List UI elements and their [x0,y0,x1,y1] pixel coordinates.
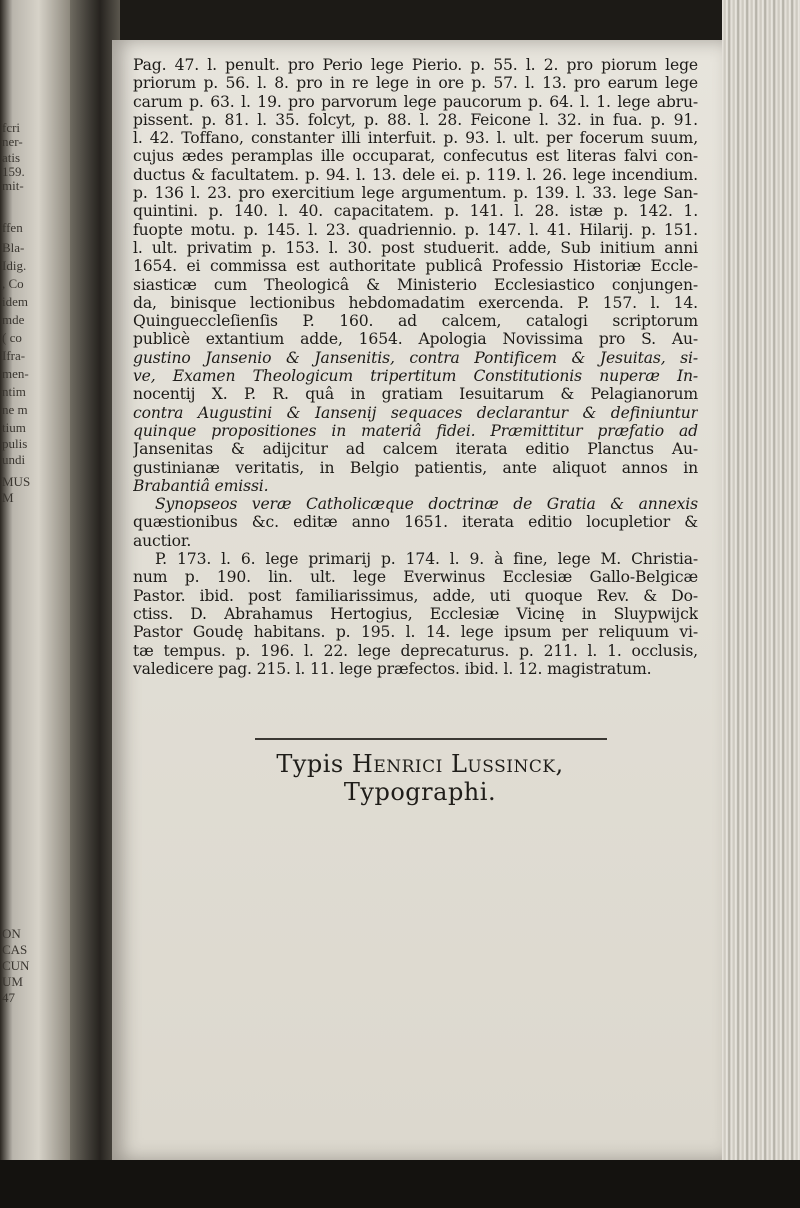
margin-fragment: 47 [2,990,15,1005]
text-line: fuopte motu. p. 145. l. 23. quadriennio. p. 147. l. 41. Hilarij. p. 151. [133,220,698,239]
text-line: l. ult. privatim p. 153. l. 30. post studuerit. adde, Sub initium anni [133,238,698,257]
margin-fragment: ON [2,926,21,941]
text-line: Synopseos veræ Catholicæque doctrinæ de Gratia & annexis [155,495,698,514]
text-line: nocentij X. P. R. quâ in gratiam Iesuitarum & Pelagianorum [133,385,698,404]
margin-fragment: CAS [2,942,28,957]
text-line: contra Augustini & Iansenij sequaces declarantur & definiuntur [133,403,698,422]
text-line: Pastor Goudę habitans. p. 195. l. 14. lege ipsum per reliquum vi- [133,623,698,642]
text-line: 1654. ei commissa est authoritate publicâ Professio Historiæ Eccle- [133,257,698,276]
margin-fragment: Ifra- [2,348,26,363]
scan-background [0,1160,800,1208]
margin-fragment: 159. [2,164,25,179]
text-line: valedicere pag. 215. l. 11. lege præfectos. ibid. l. 12. magistratum. [133,659,652,678]
margin-fragment: M [2,490,14,505]
facing-page-edge [0,0,70,1160]
text-line: p. 136 l. 23. pro exercitium lege argumentum. p. 139. l. 33. lege San- [133,184,698,203]
text-line: quinque propositiones in materiâ fidei. Præmittitur præfatio ad [133,421,698,440]
text-line: auctior. [133,531,192,550]
text-line: Quingueccleſienſis P. 160. ad calcem, catalogi scriptorum [133,312,698,331]
errata-text [133,56,698,678]
separator-rule [255,738,607,740]
margin-fragment: ( co [2,330,22,345]
text-line: Jansenitas & adijcitur ad calcem iterata editio Planctus Au- [133,440,698,459]
margin-fragment: fcri [2,120,21,135]
text-line: pissent. p. 81. l. 35. folcyt, p. 88. l. 28. Feicone l. 32. in fua. p. 91. [133,110,698,129]
margin-fragment: , Co [2,276,24,291]
margin-fragment: Idig. [2,258,27,273]
text-line: gustino Jansenio & Jansenitis, contra Pontificem & Jesuitas, si- [133,348,698,367]
text-line: da, binisque lectionibus hebdomadatim exercenda. P. 157. l. 14. [133,293,698,312]
margin-fragment: mit- [2,178,24,193]
text-line: Pastor. ibid. post familiarissimus, adde, uti quoque Rev. & Do- [133,586,698,605]
text-line: cujus ædes peramplas ille occuparat, confecutus est literas falvi con- [133,147,698,166]
text-line: quintini. p. 140. l. 40. capacitatem. p. 141. l. 28. istæ p. 142. 1. [133,202,698,221]
margin-fragment: mde [2,312,25,327]
imprint-prefix: Typis [276,750,344,778]
text-line: P. 173. l. 6. lege primarij p. 174. l. 9. à fine, lege M. Christia- [155,550,698,569]
margin-fragment: ne m [2,402,28,417]
text-line: publicè extantium adde, 1654. Apologia Novissima pro S. Au- [133,330,698,349]
text-line: priorum p. 56. l. 8. pro in re lege in ore p. 57. l. 13. pro earum lege [133,74,698,93]
text-line: Pag. 47. l. penult. pro Perio lege Pierio. p. 55. l. 2. pro piorum lege [133,56,698,74]
text-line: ctiss. D. Abrahamus Hertogius, Ecclesiæ Vicinę in Sluypwijck [133,604,698,623]
text-line: l. 42. Toffano, constanter illi interfuit. p. 93. l. ult. per focerum suum, [133,129,698,148]
margin-fragment: atis [2,150,21,165]
text-line: tæ tempus. p. 196. l. 22. lege deprecaturus. p. 211. l. 1. occlusis, [133,641,698,660]
margin-fragment: pulis [2,436,28,451]
text-line: ve, Examen Theologicum tripertitum Constitutionis nuperæ In- [133,367,698,386]
margin-fragment: ntim [2,384,26,399]
margin-fragment: MUS [2,474,31,489]
margin-fragment: ner- [2,134,23,149]
margin-fragment: undi [2,452,26,467]
imprint-suffix: Typographi. [343,778,497,806]
text-line: Brabantiâ emissi. [133,476,269,495]
text-line: siasticæ cum Theologicâ & Ministerio Ecclesiastico conjungen- [133,275,698,294]
margin-fragment: men- [2,366,29,381]
margin-fragment: UM [2,974,23,989]
margin-fragment: idem [2,294,28,309]
margin-fragment: tium [2,420,26,435]
text-line: quæstionibus &c. editæ anno 1651. iterata editio locupletior & [133,513,698,532]
text-line: carum p. 63. l. 19. pro parvorum lege paucorum p. 64. l. 1. lege abru- [133,92,698,111]
margin-fragment: Bla- [2,240,25,255]
margin-fragment: ffen [2,220,23,235]
margin-fragment: CUN [2,958,30,973]
printer-name: Henrici Lussinck, [351,750,564,778]
text-line: gustinianæ veritatis, in Belgio patientis, ante aliquot annos in [133,458,698,477]
page-edges [722,0,800,1160]
printer-imprint [210,750,630,806]
text-line: ductus & facultatem. p. 94. l. 13. dele ei. p. 119. l. 26. lege incendium. [133,165,698,184]
text-line: num p. 190. lin. ult. lege Everwinus Ecclesiæ Gallo-Belgicæ [133,568,698,587]
